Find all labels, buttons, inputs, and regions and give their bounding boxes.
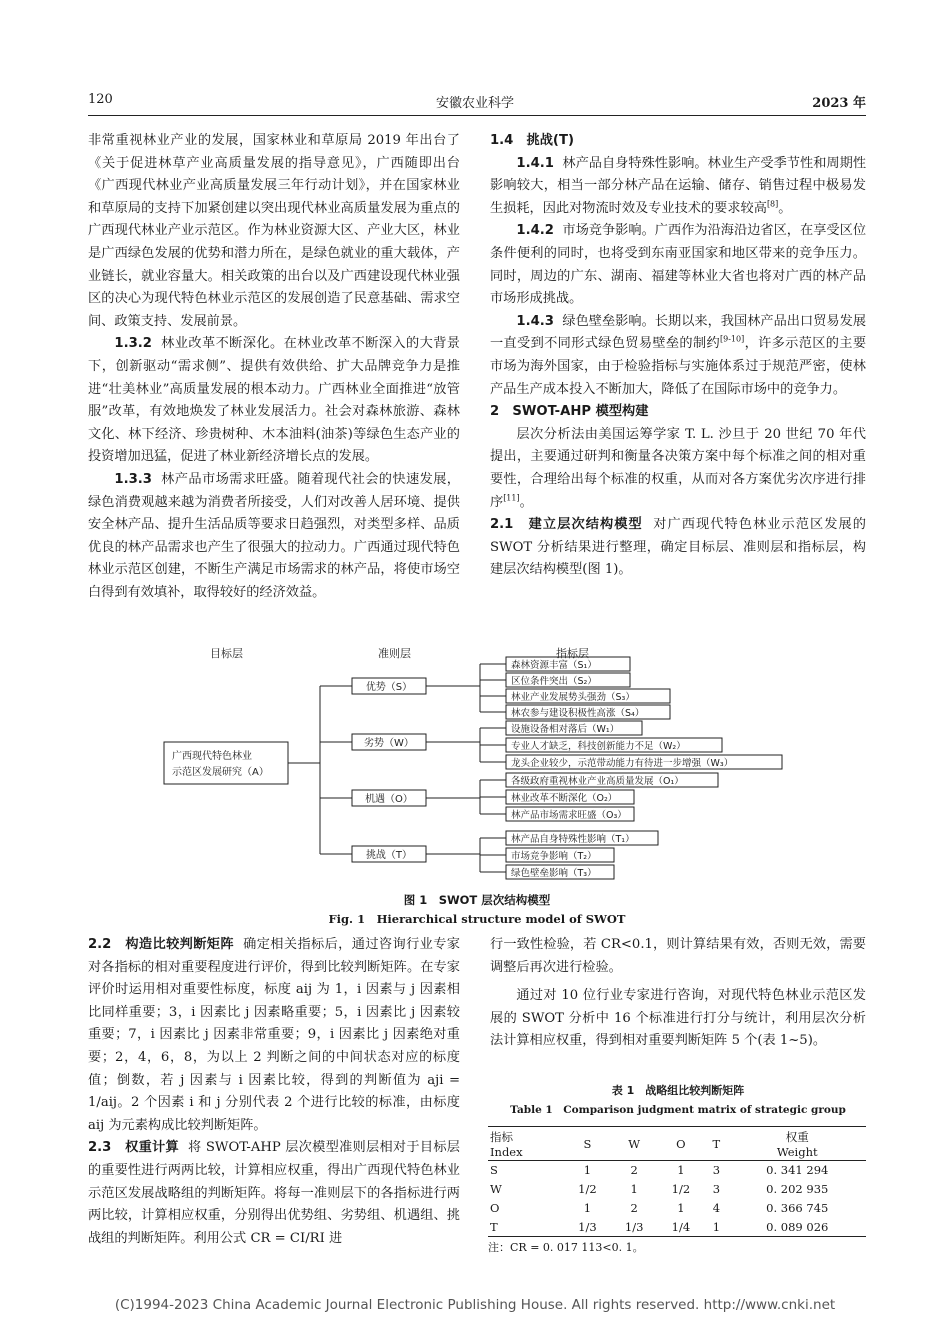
indicator-o2: 林业改革不断深化（O₂） bbox=[511, 793, 618, 804]
header-w: W bbox=[628, 1136, 641, 1151]
criteria-w: 劣势（W） bbox=[364, 738, 414, 749]
section-number: 1.4.1 bbox=[516, 155, 554, 171]
section-text: 市场竞争影响。广西作为沿海沿边省区，在享受区位条件便利的同时，也将受到东南亚国家和地区带来的竞争压力。同时，周边的广东、湖南、福建等林业大省也将对广西的林产品市场形成挑战。 bbox=[490, 223, 867, 307]
table-row bbox=[488, 1218, 866, 1237]
cell: 1/2 bbox=[578, 1182, 597, 1196]
journal-name: 安徽农业科学 bbox=[435, 96, 514, 111]
section-2-3 bbox=[88, 1137, 460, 1250]
citation: [8] bbox=[766, 199, 779, 209]
cell: 3 bbox=[712, 1182, 721, 1196]
indicator-w2: 专业人才缺乏，科技创新能力不足（W₂） bbox=[511, 741, 686, 752]
cell: 1 bbox=[630, 1182, 638, 1196]
table-row bbox=[488, 1199, 866, 1218]
section-2-1 bbox=[490, 514, 866, 582]
cell: 1 bbox=[677, 1163, 685, 1178]
header-t: T bbox=[712, 1136, 721, 1151]
right-column-bottom bbox=[490, 934, 866, 1053]
cell: S bbox=[490, 1163, 498, 1178]
cell: 2 bbox=[630, 1163, 638, 1178]
section-text: 对广西现代特色林业示范区发展的 SWOT 分析结果进行整理，确定目标层、准则层和指标层，构建层次结构模型(图 1)。 bbox=[490, 517, 866, 578]
section-2-paragraph bbox=[490, 424, 866, 514]
section-1-3-2 bbox=[88, 333, 460, 469]
goal-text-line1: 广西现代特色林业 bbox=[172, 751, 252, 762]
comparison-table-wrapper bbox=[488, 1126, 866, 1255]
page-number: 120 bbox=[88, 92, 113, 107]
section-text: 层次分析法由美国运筹学家 T. L. 沙旦于 20 世纪 70 年代提出，主要通过研判和衡量各决策方案中每个标准之间的相对重要性，合理给出每个标准的权重，从而对各方案优劣次序进行排序 bbox=[490, 426, 866, 510]
table-title-cn: 表 1 战略组比较判断矩阵 bbox=[611, 1084, 745, 1097]
section-1-4-1 bbox=[490, 153, 866, 221]
section-text: 林产品市场需求旺盛。随着现代社会的快速发展，绿色消费观越来越为消费者所接受，人们对改善人居环境、提供安全林产品、提升生活品质等要求日趋强烈，对类型多样、品质优良的林产品需求也产生了很强大的拉动力。广西通过现代特色林业示范区创建，不断生产满足市场需求的林产品，将使市场空白得到有效填补，取得较好的经济效益。 bbox=[88, 471, 460, 600]
citation: [9-10] bbox=[720, 334, 745, 344]
goal-layer-label: 目标层 bbox=[210, 647, 243, 660]
indicator-s3: 林业产业发展势头强劲（S₃） bbox=[511, 692, 635, 703]
table-title-en: Table 1 Comparison judgment matrix of strategic group bbox=[510, 1104, 846, 1116]
indicator-o1: 各级政府重视林业产业高质量发展（O₁） bbox=[511, 776, 684, 787]
paragraph-policy: 非常重视林业产业的发展，国家林业和草原局 2019 年出台了《关于促进林草产业高质量发展的指导意见》，广西随即出台《广西现代林业产业高质量发展三年行动计划》，并在国家林业和草原局的支持下加紧创建以突出现代林业高质量发展为重点的广西现代林业产业示范区。作为林业资源大区、产业大区，林业是广西绿色发展的优势和潜力所在，是绿色就业的重大载体，产业链长，就业容量大。相关政策的出台以及广西建设现代林业强区的决心为现代特色林业示范区的发展创造了民意基础、需求空间、政策支持、发展前景。 bbox=[88, 133, 460, 329]
section-number: 1.3.3 bbox=[114, 471, 152, 487]
figure-caption-en: Fig. 1 Hierarchical structure model of SWOT bbox=[328, 912, 626, 926]
punct: 。 bbox=[519, 494, 533, 510]
criteria-layer-label: 准则层 bbox=[378, 647, 411, 660]
section-2-title: 2 SWOT-AHP 模型构建 bbox=[490, 404, 649, 420]
cell: T bbox=[490, 1219, 498, 1234]
section-text-end: ，许多示范区的主要市场为海外国家，由于检验指标与实施体系过于规范严密，使林产品生产成本投入不断加大，降低了在国际市场中的竞争力。 bbox=[490, 336, 867, 397]
cell: 2 bbox=[630, 1201, 638, 1215]
cell: 1 bbox=[583, 1163, 592, 1178]
section-text: 林业改革不断深化。在林业改革不断深入的大背景下，创新驱动“需求侧”、提供有效供给、扩大品牌竞争力是推进“壮美林业”高质量发展的根本动力。广西林业全面推进“放管服”改革，有效地焕发了林业发展活力。社会对森林旅游、森林文化、林下经济、珍贵树种、木本油料(油茶)等绿色生态产业的投资增加迅猛，促进了林业新经济增长点的发展。 bbox=[88, 336, 460, 465]
cell: 1 bbox=[677, 1201, 685, 1215]
indicator-o3: 林产品市场需求旺盛（O₃） bbox=[511, 810, 627, 821]
header-index bbox=[488, 1127, 564, 1161]
figure-caption-cn: 图 1 SWOT 层次结构模型 bbox=[403, 893, 551, 907]
section-text: 林产品自身特殊性影响。林业生产受季节性和周期性影响较大，相当一部分林产品在运输、储存、销售过程中极易发生损耗，因此对物流时效及专业技术的要求较高 bbox=[490, 155, 867, 216]
indicator-layer-label: 指标层 bbox=[556, 647, 589, 660]
table-header-row bbox=[488, 1127, 866, 1161]
comparison-table bbox=[488, 1126, 866, 1237]
goal-text-line2: 示范区发展研究（A） bbox=[172, 767, 269, 778]
indicator-s2: 区位条件突出（S₂） bbox=[511, 676, 597, 687]
section-1-4-title: 1.4 挑战(T) bbox=[490, 133, 574, 148]
table-row bbox=[488, 1161, 866, 1180]
header-weight bbox=[729, 1127, 867, 1161]
criteria-s: 优势（S） bbox=[365, 682, 413, 693]
section-number: 1.4.2 bbox=[516, 223, 554, 239]
indicator-s1: 森林资源丰富（S₁） bbox=[511, 660, 597, 671]
header-o: O bbox=[676, 1136, 686, 1151]
section-1-4-2 bbox=[490, 220, 866, 310]
header-rule bbox=[88, 115, 866, 116]
cell: O bbox=[490, 1201, 500, 1215]
indicator-t2: 市场竞争影响（T₂） bbox=[511, 851, 597, 862]
consistency-paragraph: 行一致性检验，若 CR<0.1，则计算结果有效，否则无效，需要调整后再次进行检验。 bbox=[490, 937, 866, 975]
cell: 1 bbox=[583, 1201, 592, 1215]
table-row bbox=[488, 1180, 866, 1199]
cell: 0. 089 026 bbox=[766, 1219, 829, 1234]
left-column-top bbox=[88, 130, 460, 604]
punct: 。 bbox=[778, 200, 792, 216]
indicator-w3: 龙头企业较少，示范带动能力有待进一步增强（W₃） bbox=[511, 758, 734, 769]
criteria-o: 机遇（O） bbox=[365, 794, 413, 805]
expert-paragraph: 通过对 10 位行业专家进行咨询，对现代特色林业示范区发展的 SWOT 分析中 16 个标准进行打分与统计，利用层次分析法计算相应权重，得到相对重要判断矩阵 5 个(表 1~5)。 bbox=[490, 988, 866, 1049]
header-s: S bbox=[583, 1136, 592, 1151]
section-2-2 bbox=[88, 934, 460, 1137]
indicator-t1: 林产品自身特殊性影响（T₁） bbox=[511, 834, 635, 845]
section-title: 2.2 构造比较判断矩阵 bbox=[88, 937, 234, 952]
cell: 1/3 bbox=[578, 1219, 597, 1234]
section-text: 确定相关指标后，通过咨询行业专家对各指标的相对重要程度进行评价，得到比较判断矩阵。在专家评价时运用相对重要性标度，标度 aij 为 1，i 因素与 j 因素相比同样重要；3，i 因素比 j 因素略重要；5，i 因素比 j 因素较重要；7，i 因素比 j 因素非常重要；9，i 因素比 j 因素绝对重要；2，4，6，8，为以上 2 判断之间的中间状态对应的标度值；倒数，若 j 因素与 i 因素比较，得到的判断值为 aji = 1/aij。2 个因素 i 和 j 分别代表 2 个进行比较的标准，由标度 aij 为元素构成比较判断矩阵。 bbox=[88, 937, 460, 1133]
cell: 4 bbox=[712, 1201, 721, 1215]
section-text: 将 SWOT-AHP 层次模型准则层相对于目标层的重要性进行两两比较，计算相应权重，得出广西现代特色林业示范区发展战略组的判断矩阵。将每一准则层下的各指标进行两两比较，计算相应权重，分别得出优势组、劣势组、机遇组、挑战组的判断矩阵。利用公式 CR = CI/RI 进 bbox=[88, 1140, 460, 1246]
table-note: 注：CR = 0. 017 113<0. 1。 bbox=[488, 1241, 644, 1254]
cell: 0. 341 294 bbox=[766, 1163, 829, 1178]
cell: 1/3 bbox=[624, 1219, 644, 1234]
criteria-t: 挑战（T） bbox=[365, 850, 413, 861]
section-title: 2.3 权重计算 bbox=[88, 1140, 179, 1156]
cell: 1/2 bbox=[671, 1182, 691, 1196]
indicator-t3: 绿色壁垒影响（T₃） bbox=[511, 868, 597, 879]
section-number: 1.3.2 bbox=[114, 336, 152, 352]
right-column-top bbox=[490, 130, 866, 582]
copyright-footer: (C)1994-2023 China Academic Journal Electronic Publishing House. All rights reserved. http://www.cnki.net bbox=[114, 1297, 836, 1313]
cell: 1 bbox=[712, 1219, 721, 1234]
section-number: 1.4.3 bbox=[516, 313, 554, 329]
swot-hierarchy-diagram bbox=[150, 646, 790, 882]
indicator-s4: 林农参与建设积极性高涨（S₄） bbox=[511, 708, 645, 719]
cell: 0. 366 745 bbox=[766, 1201, 829, 1215]
section-1-3-3 bbox=[88, 469, 460, 605]
header-cn: 指标 bbox=[490, 1129, 513, 1144]
section-1-4-3 bbox=[490, 311, 866, 401]
header-en: Weight bbox=[776, 1144, 818, 1159]
issue-year: 2023 年 bbox=[812, 96, 866, 111]
section-title: 2.1 建立层次结构模型 bbox=[490, 517, 643, 533]
cell: 1/4 bbox=[671, 1219, 691, 1234]
cell: 0. 202 935 bbox=[766, 1182, 829, 1196]
left-column-bottom bbox=[88, 934, 460, 1250]
cell: 3 bbox=[712, 1163, 721, 1178]
cell: W bbox=[490, 1182, 502, 1196]
section-text: 绿色壁垒影响。长期以来，我国林产品出口贸易发展一直受到不同形式绿色贸易壁垒的制约 bbox=[490, 313, 867, 352]
header-cn: 权重 bbox=[785, 1129, 809, 1144]
indicator-w1: 设施设备相对落后（W₁） bbox=[511, 724, 620, 735]
header-en: Index bbox=[490, 1144, 523, 1159]
citation: [11] bbox=[503, 493, 520, 503]
